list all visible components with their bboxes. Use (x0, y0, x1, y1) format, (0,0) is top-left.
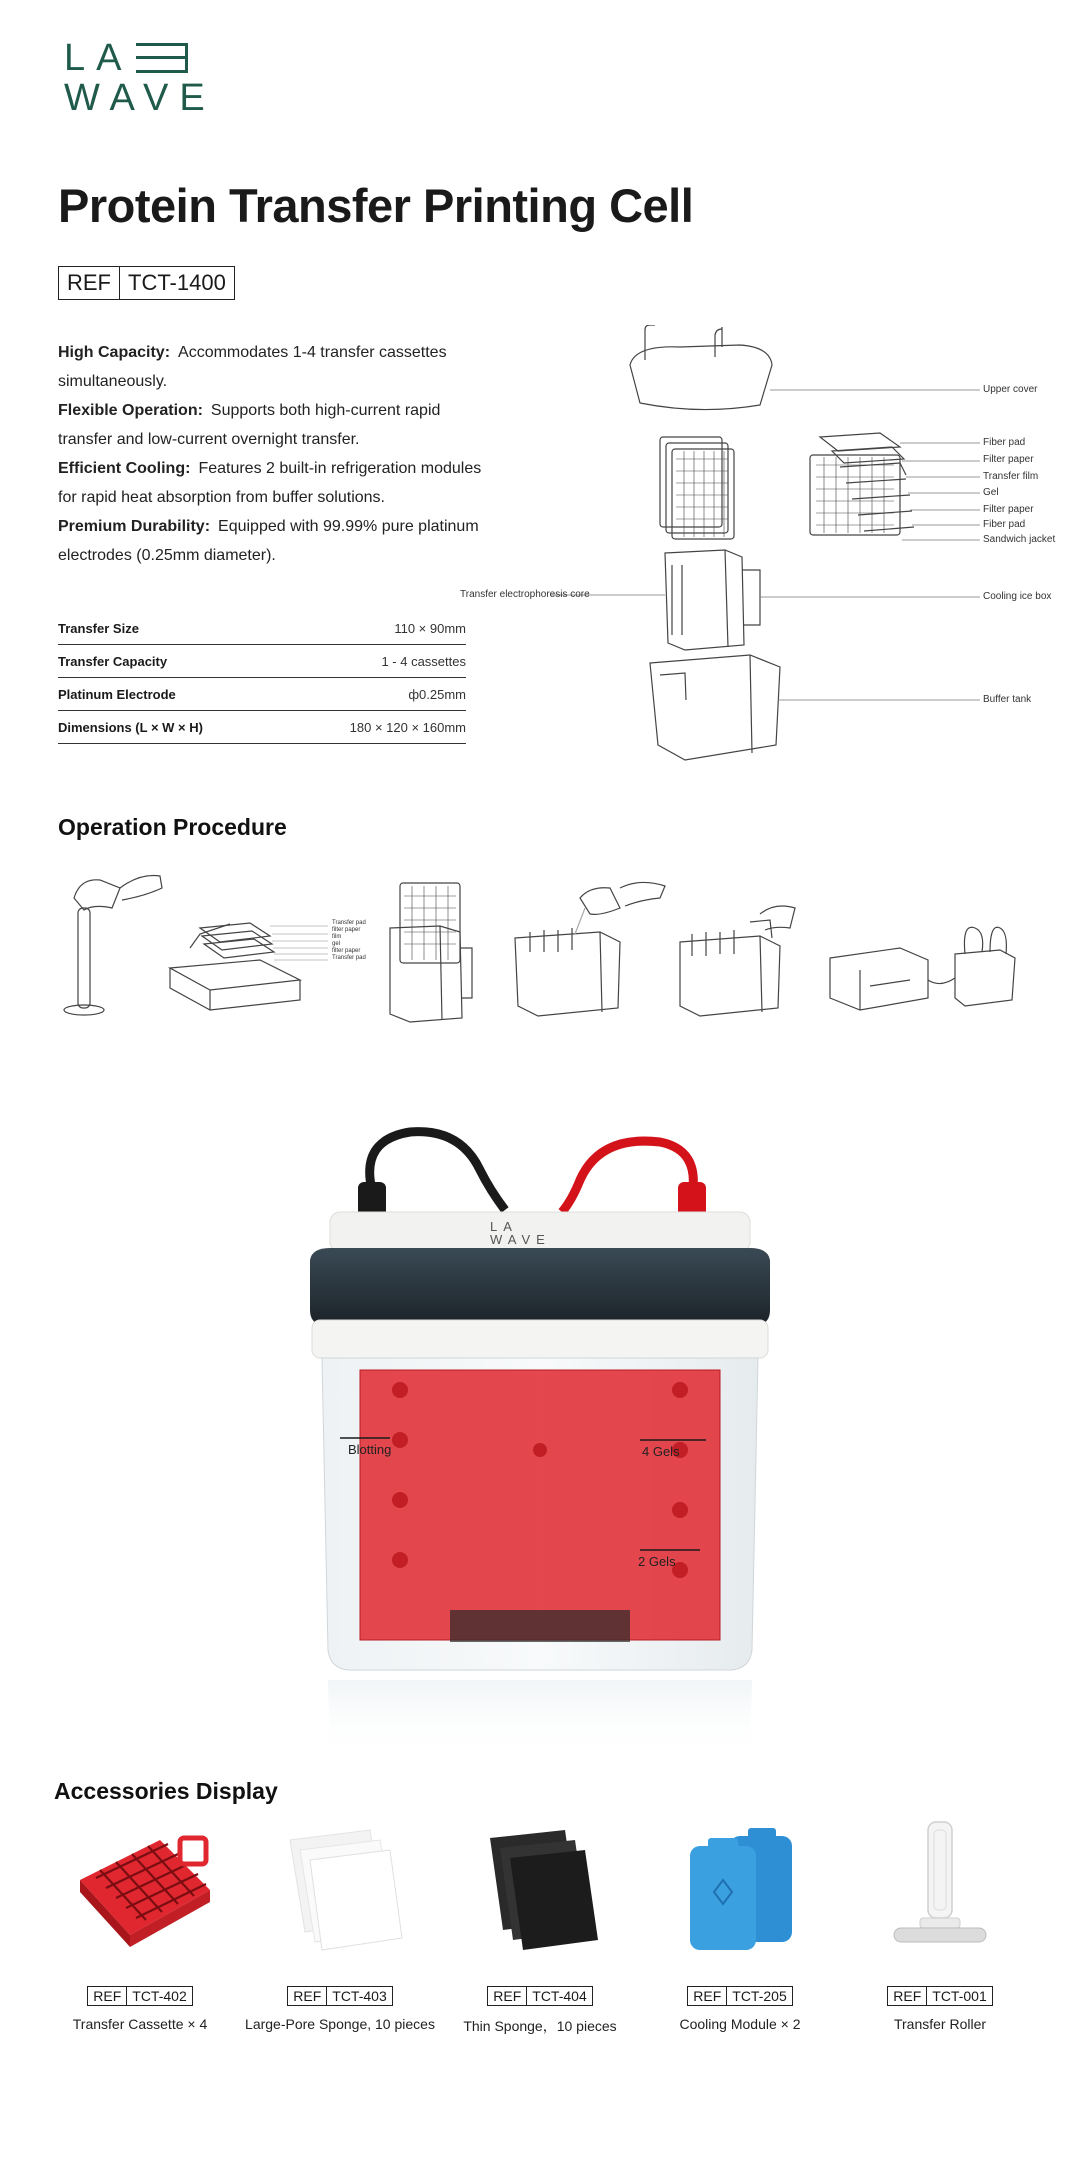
stack-label: film (332, 934, 342, 940)
feature-item (58, 512, 498, 570)
page-title: Protein Transfer Printing Cell (58, 179, 694, 232)
accessory-item (840, 1820, 1040, 2040)
accessory-name: Transfer Roller (893, 2016, 987, 2032)
exploded-view-drawing (460, 325, 1060, 770)
accessory-item (40, 1820, 240, 2040)
operation-illustration (60, 868, 1020, 1028)
accessory-item (240, 1820, 440, 2040)
exploded-view-diagram (460, 325, 1060, 770)
ref-code: TCT-404 (532, 1988, 587, 2004)
label-sandwich-jacket: Sandwich jacket (983, 534, 1056, 545)
accessory-ref (487, 1986, 592, 2006)
step-stack-labels (332, 920, 366, 962)
ref-label: REF (288, 1987, 327, 2005)
sponge-black-icon (460, 1820, 620, 1952)
feature-item (58, 454, 498, 512)
stack-label: filter paper (332, 948, 361, 954)
operation-heading: Operation Procedure (58, 814, 287, 840)
ref-label: REF (88, 1987, 127, 2005)
accessory-ref (887, 1986, 992, 2006)
red-cable (562, 1141, 693, 1212)
black-cable (370, 1132, 505, 1210)
spec-key: Transfer Capacity (58, 653, 168, 669)
label-gel: Gel (983, 487, 999, 498)
tank-rim (312, 1320, 768, 1358)
spec-row (58, 711, 466, 744)
label-filter-paper-top: Filter paper (983, 454, 1034, 465)
accessory-ref (87, 1986, 192, 2006)
stack-label: Transfer pad (332, 955, 366, 961)
stack-label: gel (332, 941, 341, 947)
accessory-name: Transfer Cassette × 4 (72, 2016, 208, 2032)
ref-label: REF (59, 267, 120, 299)
accessory-ref (287, 1986, 392, 2006)
feature-item (58, 396, 498, 454)
label-upper-cover: Upper cover (983, 384, 1038, 395)
sandwich-jacket-shape (810, 455, 900, 535)
product-ref-badge (58, 266, 235, 300)
spec-row (58, 678, 466, 711)
upper-cover-shape (630, 345, 772, 410)
ref-code: TCT-403 (332, 1988, 387, 2004)
feature-name: Efficient Cooling: (58, 460, 191, 477)
ref-code: TCT-1400 (128, 270, 226, 295)
red-cassette-block (360, 1370, 720, 1640)
product-logo (490, 1220, 551, 1246)
accessory-item (640, 1820, 840, 2040)
feature-item (58, 338, 498, 396)
step-4-fill-buffer (515, 882, 665, 1016)
ref-label: REF (688, 1987, 727, 2005)
accessory-item (440, 1820, 640, 2040)
label-core: Transfer electrophoresis core (460, 589, 590, 600)
roller-icon (860, 1820, 1020, 1952)
buffer-tank-shape (650, 655, 780, 760)
spec-key: Platinum Electrode (58, 686, 176, 702)
spec-row (58, 645, 466, 678)
label-4-gels: 4 Gels (642, 1444, 680, 1459)
logo-line-2: WAVE (64, 77, 216, 119)
ref-code: TCT-001 (932, 1988, 987, 2004)
core-shape (665, 550, 744, 650)
accessory-name: Cooling Module × 2 (679, 2016, 801, 2032)
label-blotting: Blotting (348, 1442, 392, 1457)
feature-name: Premium Durability: (58, 518, 211, 535)
logo-line-1 (64, 38, 204, 78)
label-filter-paper-bottom: Filter paper (983, 504, 1034, 515)
product-logo-line-2: WAVE (490, 1232, 551, 1247)
step-5-add-cooling (680, 906, 795, 1016)
stack-label: filter paper (332, 927, 361, 933)
cooling-module-icon (660, 1820, 820, 1952)
accessories-heading: Accessories Display (54, 1778, 278, 1804)
product-logo-line-1: LA (490, 1219, 518, 1234)
spec-value: ф0.25mm (408, 686, 466, 702)
feature-list (58, 338, 498, 570)
spec-value: 110 × 90mm (394, 620, 466, 636)
spec-key: Dimensions (L × W × H) (58, 719, 203, 735)
logo-b-mark (136, 43, 188, 73)
feature-text: Equipped with 99.99% pure platinum electrodes (0.25mm diameter). (58, 518, 479, 564)
accessory-name: Thin Sponge，10 pieces (463, 2018, 617, 2034)
brand-logo (64, 37, 216, 119)
product-photo (300, 1120, 780, 1820)
accessory-ref (687, 1986, 792, 2006)
spec-value: 1 - 4 cassettes (381, 653, 466, 669)
spec-table (58, 612, 466, 744)
label-transfer-film: Transfer film (983, 471, 1039, 482)
feature-name: Flexible Operation: (58, 402, 203, 419)
step-1-fill-tube (64, 876, 162, 1016)
logo-text-1: LA (64, 37, 133, 79)
operation-steps (60, 868, 1020, 1028)
accessory-name: Large-Pore Sponge, 10 pieces (245, 2016, 435, 2032)
ref-code: TCT-402 (132, 1988, 187, 2004)
label-buffer-tank: Buffer tank (983, 694, 1032, 705)
feature-text: Accommodates 1-4 transfer cassettes simultaneously. (58, 344, 447, 390)
step-3-insert-cassettes (390, 883, 472, 1022)
feature-text: Supports both high-current rapid transfer and low-current overnight transfer. (58, 402, 441, 448)
feature-text: Features 2 built-in refrigeration modules for rapid heat absorption from buffer solutions. (58, 460, 482, 506)
sponge-white-icon (260, 1820, 420, 1952)
dark-lid (310, 1248, 770, 1325)
ref-code: TCT-205 (732, 1988, 787, 2004)
label-cooling-box: Cooling ice box (983, 591, 1052, 602)
spec-value: 180 × 120 × 160mm (349, 719, 466, 735)
spec-key: Transfer Size (58, 620, 139, 636)
label-fiber-pad-top: Fiber pad (983, 437, 1026, 448)
label-fiber-pad-bottom: Fiber pad (983, 519, 1026, 530)
stack-label: Transfer pad (332, 920, 366, 926)
ref-label: REF (888, 1987, 927, 2005)
feature-name: High Capacity: (58, 344, 171, 361)
step-2-stack-layers (170, 923, 328, 1010)
cassette-icon (60, 1820, 220, 1952)
step-6-connect-power (830, 927, 1015, 1010)
cassette-stack-shape (660, 437, 722, 527)
label-2-gels: 2 Gels (638, 1554, 676, 1569)
ref-label: REF (488, 1987, 527, 2005)
accessories-list (40, 1820, 1040, 2040)
spec-row (58, 612, 466, 645)
